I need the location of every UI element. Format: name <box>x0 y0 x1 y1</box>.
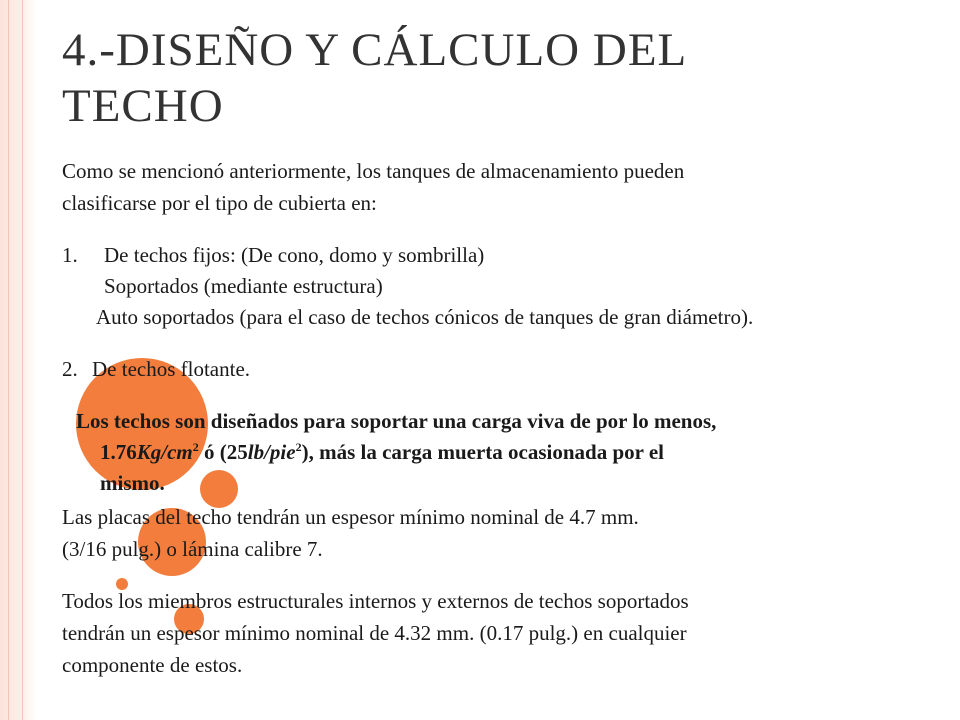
members-line: tendrán un espesor mínimo nominal de 4.32 mm. (0.17 pulg.) en cualquier <box>62 621 687 645</box>
stripe-line <box>8 0 9 720</box>
superscript: 2 <box>295 440 302 454</box>
title-line: TECHO <box>62 80 224 132</box>
intro-line: clasificarse por el tipo de cubierta en: <box>62 191 377 215</box>
bold-statement-line: Los techos son diseñados para soportar una carga viva de por lo menos, <box>76 409 717 433</box>
sub-item: Soportados (mediante estructura) <box>104 274 383 298</box>
slide-title <box>62 22 922 134</box>
load-unit: Kg/cm <box>136 440 193 464</box>
list-text: De techos flotante. <box>92 357 251 381</box>
list-number: 2. <box>62 357 78 381</box>
plates-line: (3/16 pulg.) o lámina calibre 7. <box>62 537 323 561</box>
plates-line: Las placas del techo tendrán un espesor mínimo nominal de 4.7 mm. <box>62 505 639 529</box>
bold-statement-line: mismo. <box>100 471 165 495</box>
intro-line: Como se mencionó anteriormente, los tanques de almacenamiento pueden <box>62 159 685 183</box>
members-line: Todos los miembros estructurales internos y externos de techos soportados <box>62 589 689 613</box>
list-item-1 <box>62 240 484 270</box>
list-item-2 <box>62 354 250 384</box>
bold-statement-line <box>100 437 664 467</box>
left-decorative-stripe <box>0 0 36 720</box>
stripe-line <box>22 0 23 720</box>
text-fragment: ó (25 <box>198 440 248 464</box>
superscript: 2 <box>192 440 199 454</box>
list-number: 1. <box>62 243 78 267</box>
sub-item: Auto soportados (para el caso de techos cónicos de tanques de gran diámetro). <box>96 305 754 329</box>
text-fragment: ), más la carga muerta ocasionada por el <box>301 440 664 464</box>
title-line: 4.-DISEÑO Y CÁLCULO DEL <box>62 24 688 76</box>
list-text: De techos fijos: (De cono, domo y sombrilla) <box>104 243 485 267</box>
load-unit: lb/pie <box>247 440 296 464</box>
members-line: componente de estos. <box>62 653 243 677</box>
load-value: 1.76 <box>100 440 137 464</box>
